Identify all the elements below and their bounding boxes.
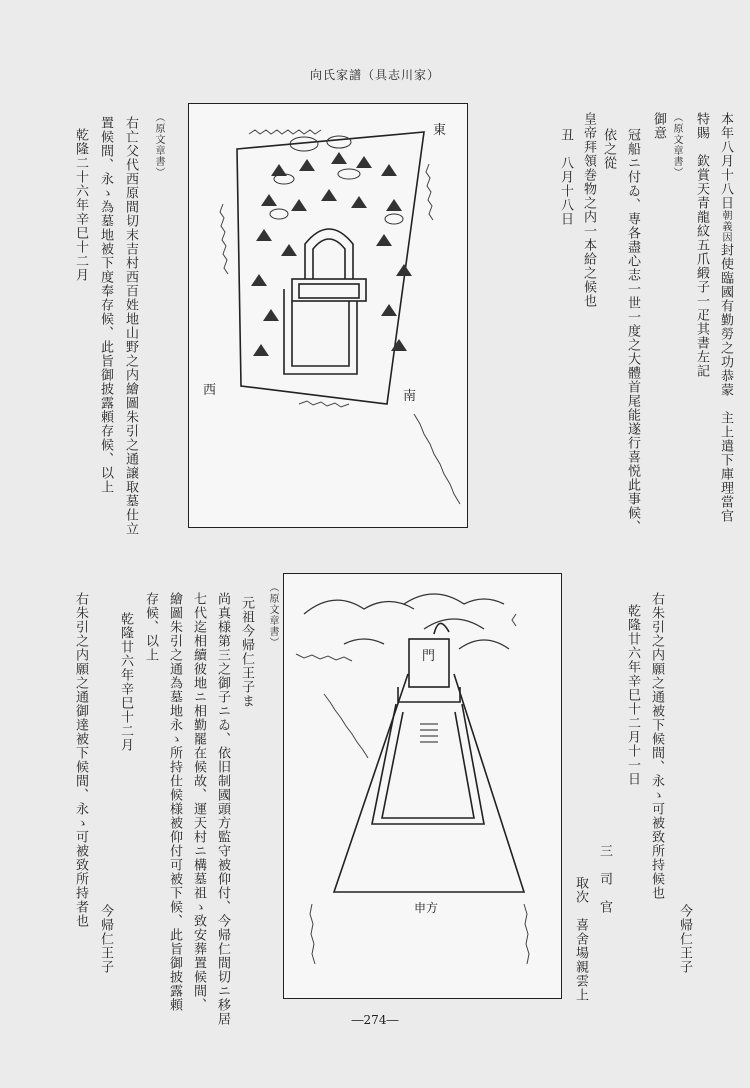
map-label-south: 南	[403, 389, 417, 404]
lower-left-col-3: 七代迄相續彼地ニ相勤罷在候故、運天村ニ構墓祖ゝ致安葬置候間、	[191, 592, 206, 1012]
lower-text-col-1: 右朱引之内願之通被下候間、永ゝ可被致所持候也	[649, 592, 664, 900]
left-text-col-2: 置候間、永ゝ為墓地被下度奉存候、此旨御披露頼存候、以上	[98, 116, 113, 494]
bottom-map-drawing	[284, 574, 561, 998]
top-map-figure	[188, 103, 468, 528]
text-col-1: 本年八月十八日朝義因封使臨國有勤勞之功恭蒙 主上遣下庫理當官	[718, 112, 733, 523]
left-text-col-1: 右亡父代西原間切末吉村西百姓地山野之内繪圖朱引之通譲取墓仕立	[123, 116, 138, 536]
map-label-east: 東	[433, 123, 447, 138]
page-header: 向氏家譜（具志川家）	[309, 68, 440, 82]
bottom-map-figure	[283, 573, 562, 999]
left-text-col-3: 乾隆二十六年辛巳十二月	[73, 128, 88, 282]
map-label-gate: 門	[422, 649, 436, 664]
text-col-5: 依之從	[601, 128, 616, 170]
text-col-3: 御意	[651, 112, 666, 140]
top-map-drawing	[189, 104, 467, 527]
original-note: （原文章書）	[267, 582, 278, 648]
lower-left-col-6: 乾隆廿六年辛巳十二月	[118, 612, 133, 752]
lower-text-col-5: 取次 喜舍場親雲上	[573, 876, 588, 1002]
original-note: （原文章書）	[153, 112, 164, 178]
lower-left-col-8: 右朱引之内願之通御達被下候間、永ゝ可被致所持者也	[73, 592, 88, 928]
map-label-direction: 申方	[414, 901, 439, 915]
lower-left-col-4: 繪圖朱引之通為墓地永ゝ所持仕候様被仰付可被下候、此旨御披露頼	[167, 592, 182, 1012]
text-col-4: 冠船ニ付ゐ、専各盡心志一世一度之大體首尾能遂行喜悦此事候、	[625, 128, 640, 534]
lower-text-col-3: 今帰仁王子	[677, 904, 692, 974]
text-col-7: 丑 八月十八日	[558, 128, 573, 226]
text-col-2: 特賜 欽賞天青龍紋五爪緞子一疋其書左記	[694, 112, 709, 378]
lower-left-col-1: 元祖今帰仁王子ま	[239, 596, 254, 708]
map-label-west: 西	[203, 383, 217, 398]
lower-text-col-2: 乾隆廿六年辛巳十二月十一日	[625, 604, 640, 786]
lower-left-col-2: 尚真様第三之御子ニゐ、依旧制國頭方監守被仰付、今帰仁間切ニ移居	[215, 592, 230, 1026]
original-note: （原文章書）	[671, 112, 682, 178]
text-col-6: 皇帝拜領巻物之内一本給之候也	[581, 112, 596, 308]
lower-left-col-5: 存候、以上	[143, 592, 158, 662]
page-number: ―274―	[351, 1013, 399, 1027]
lower-left-col-7: 今帰仁王子	[98, 904, 113, 974]
lower-text-col-4: 三 司 官	[597, 844, 612, 914]
